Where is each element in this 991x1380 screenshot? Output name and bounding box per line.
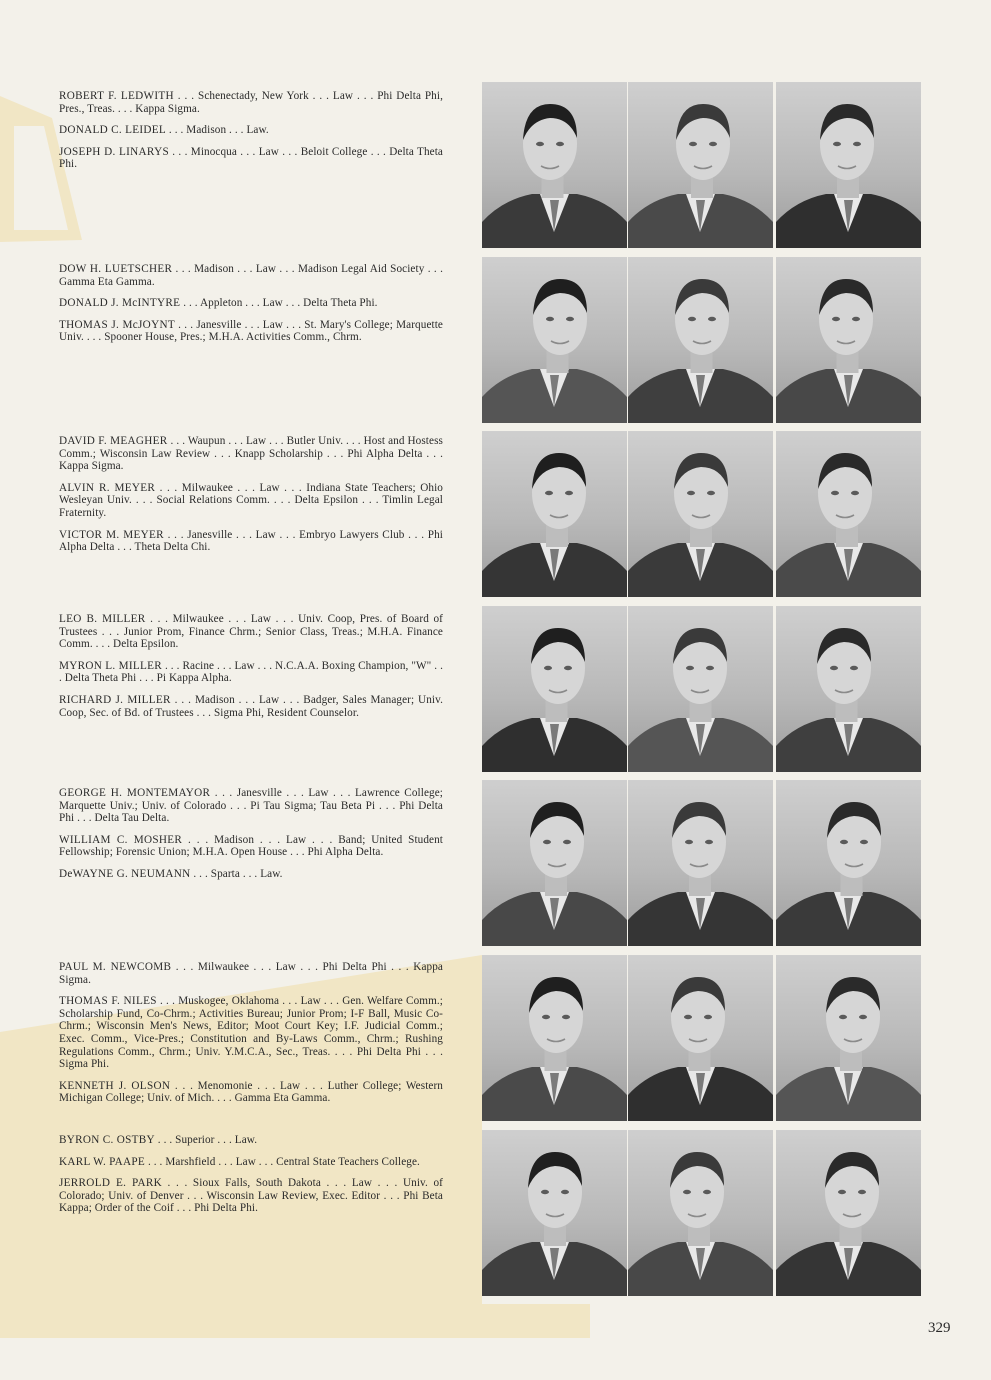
senior-details: . . . Milwaukee . . . Law . . . Phi Delta Phi . . . Kappa Sigma. xyxy=(59,961,443,986)
senior-name: GEORGE H. MONTEMAYOR xyxy=(59,787,211,799)
senior-name: PAUL M. NEWCOMB xyxy=(59,961,172,973)
portrait-photo xyxy=(628,955,773,1121)
portrait-photo xyxy=(482,955,627,1121)
entry-group-2 xyxy=(59,263,443,353)
senior-details: . . . Superior . . . Law. xyxy=(154,1134,258,1146)
entry-group-6 xyxy=(59,961,443,1114)
senior-entry xyxy=(59,787,443,825)
portrait-photo xyxy=(482,82,627,248)
senior-name: DONALD C. LEIDEL xyxy=(59,124,167,137)
senior-entry xyxy=(59,1156,443,1169)
senior-entry xyxy=(59,263,443,288)
entry-group-1 xyxy=(59,90,443,180)
senior-details: . . . Milwaukee . . . Law . . . Indiana State Teachers; Ohio Wesleyan Univ. . . . Social Relations Comm. . . . Delta Epsilon . . . Timlin Legal Fraternity. xyxy=(59,481,443,519)
senior-entry xyxy=(59,124,443,137)
entry-group-7 xyxy=(59,1134,443,1224)
portrait-photo xyxy=(776,606,921,772)
senior-name: DeWAYNE G. NEUMANN xyxy=(59,867,191,880)
senior-details: . . . Waupun . . . Law . . . Butler Univ. . . . Host and Hostess Comm.; Wisconsin Law Review . . . Knapp Scholarship . . . Phi Alpha Delta . . . Kappa Sigma. xyxy=(59,435,443,473)
senior-name: LEO B. MILLER xyxy=(59,613,146,625)
senior-entry xyxy=(59,660,443,685)
senior-name: ROBERT F. LEDWITH xyxy=(59,90,174,102)
senior-name: JOSEPH D. LINARYS xyxy=(59,145,169,158)
senior-details: . . . Appleton . . . Law . . . Delta Theta Phi. xyxy=(180,297,378,310)
portrait-photo xyxy=(628,82,773,248)
senior-entry xyxy=(59,961,443,986)
portrait-photo xyxy=(628,431,773,597)
senior-details: . . . Menomonie . . . Law . . . Luther College; Western Michigan College; Univ. of Mich. . . . Gamma Eta Gamma. xyxy=(59,1079,443,1105)
senior-name: MYRON L. MILLER xyxy=(59,659,163,672)
senior-entry xyxy=(59,482,443,520)
entry-group-4 xyxy=(59,613,443,728)
senior-name: JERROLD E. PARK xyxy=(59,1177,162,1190)
portrait-photo xyxy=(482,606,627,772)
senior-details: . . . Janesville . . . Law . . . St. Mary's College; Marquette Univ. . . . Spooner House, Pres.; M.H.A. Activities Comm., Chrm. xyxy=(59,318,443,344)
senior-details: . . . Racine . . . Law . . . N.C.A.A. Boxing Champion, "W" . . . Delta Theta Phi . . . Pi Kappa Alpha. xyxy=(59,659,443,685)
senior-entry xyxy=(59,613,443,651)
portrait-grid xyxy=(482,82,916,1304)
senior-details: . . . Madison . . . Law. xyxy=(166,124,269,137)
senior-name: BYRON C. OSTBY xyxy=(59,1134,155,1146)
portrait-photo xyxy=(776,780,921,946)
senior-name: KENNETH J. OLSON xyxy=(59,1079,171,1092)
senior-entry xyxy=(59,694,443,719)
senior-entry xyxy=(59,1134,443,1147)
senior-details: . . . Madison . . . Law . . . Badger, Sales Manager; Univ. Coop, Sec. of Bd. of Trustees . . . Sigma Phi, Resident Counselor. xyxy=(59,693,443,719)
portrait-photo xyxy=(776,257,921,423)
senior-entry xyxy=(59,435,443,473)
senior-details: . . . Minocqua . . . Law . . . Beloit College . . . Delta Theta Phi. xyxy=(59,145,443,171)
portrait-photo xyxy=(482,431,627,597)
senior-name: WILLIAM C. MOSHER xyxy=(59,833,183,846)
portrait-photo xyxy=(482,257,627,423)
senior-name: VICTOR M. MEYER xyxy=(59,528,164,541)
portrait-photo xyxy=(482,780,627,946)
portrait-photo xyxy=(776,1130,921,1296)
page-number: 329 xyxy=(928,1320,951,1336)
senior-details: . . . Schenectady, New York . . . Law . . . Phi Delta Phi, Pres., Treas. . . . Kappa Sigma. xyxy=(59,90,443,115)
portrait-photo xyxy=(776,82,921,248)
portrait-photo xyxy=(776,431,921,597)
senior-entry xyxy=(59,146,443,171)
portrait-photo xyxy=(628,1130,773,1296)
senior-entry xyxy=(59,529,443,554)
senior-name: RICHARD J. MILLER xyxy=(59,693,171,706)
senior-entry xyxy=(59,868,443,881)
senior-details: . . . Madison . . . Law . . . Madison Legal Aid Society . . . Gamma Eta Gamma. xyxy=(59,263,443,288)
senior-name: DOW H. LUETSCHER xyxy=(59,263,173,275)
entry-group-3 xyxy=(59,435,443,563)
senior-details: . . . Sparta . . . Law. xyxy=(190,867,283,880)
senior-entry xyxy=(59,834,443,859)
senior-name: DONALD J. McINTYRE xyxy=(59,297,181,310)
senior-entry xyxy=(59,1177,443,1215)
senior-name: THOMAS J. McJOYNT xyxy=(59,318,175,331)
senior-details: . . . Muskogee, Oklahoma . . . Law . . . Gen. Welfare Comm.; Scholarship Fund, Co-Chrm.; Activities Bureau; Junior Prom; I-F Ball, Music Co-Chrm.; Wisconsin Men's News, Editor; Moot Court Key; I.F. Judicial Comm.; Exec. Comm., Vice-Pres.; Constitution and By-Laws Comm., Chrm.; Rushing Regulations Comm., Chrm.; Univ. Y.M.C.A., Sec., Treas. . . . Phi Delta Phi . . . Sigma Phi. xyxy=(59,995,444,1071)
senior-name: KARL W. PAAPE xyxy=(59,1155,146,1168)
portrait-photo xyxy=(482,1130,627,1296)
senior-details: . . . Janesville . . . Law . . . Embryo Lawyers Club . . . Phi Alpha Delta . . . Theta Delta Chi. xyxy=(59,528,443,554)
senior-details: . . . Milwaukee . . . Law . . . Univ. Coop, Pres. of Board of Trustees . . . Junior Prom, Finance Chrm.; Senior Class, Treas.; M.H.A. Finance Comm. . . . Delta Epsilon. xyxy=(59,613,443,651)
senior-name: THOMAS F. NILES xyxy=(59,995,157,1008)
entry-group-5 xyxy=(59,787,443,890)
portrait-photo xyxy=(628,780,773,946)
senior-name: DAVID F. MEAGHER xyxy=(59,435,168,447)
portrait-photo xyxy=(628,606,773,772)
senior-entry xyxy=(59,1080,443,1105)
senior-details: . . . Madison . . . Law . . . Band; United Student Fellowship; Forensic Union; M.H.A. Open House . . . Phi Alpha Delta. xyxy=(59,833,444,859)
senior-entry xyxy=(59,995,443,1071)
senior-details: . . . Sioux Falls, South Dakota . . . Law . . . Univ. of Colorado; Univ. of Denver . . . Wisconsin Law Review, Exec. Editor . . . Phi Beta Kappa; Order of the Coif . . . Phi Delta Phi. xyxy=(59,1177,443,1215)
senior-details: . . . Janesville . . . Law . . . Lawrence College; Marquette Univ.; Univ. of Colorado . . . Pi Tau Sigma; Tau Beta Pi . . . Phi Delta Phi . . . Delta Tau Delta. xyxy=(59,787,443,825)
senior-entry xyxy=(59,319,443,344)
senior-entry xyxy=(59,90,443,115)
senior-details: . . . Marshfield . . . Law . . . Central State Teachers College. xyxy=(145,1155,420,1168)
senior-name: ALVIN R. MEYER xyxy=(59,481,156,494)
portrait-photo xyxy=(776,955,921,1121)
senior-entry xyxy=(59,297,443,310)
portrait-photo xyxy=(628,257,773,423)
